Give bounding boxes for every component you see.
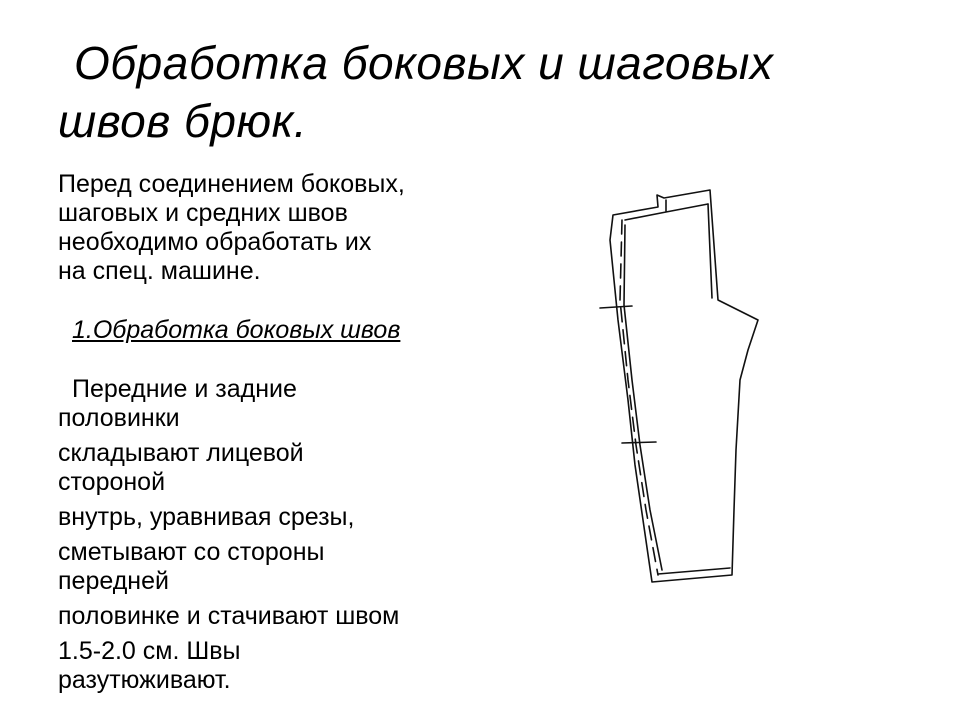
intro-line-3: необходимо обработать их	[58, 228, 372, 256]
intro-line-4: на спец. машине.	[58, 257, 261, 285]
step-4-line-1: сметывают со стороны	[58, 538, 325, 566]
step-paragraph-4	[58, 538, 488, 596]
intro-line-2: шаговых и средних швов	[58, 199, 348, 227]
step-6-line-1: 1.5-2.0 см. Швы	[58, 637, 241, 665]
step-6-line-2: разутюживают.	[58, 666, 231, 694]
section-subheading: 1.Обработка боковых швов	[72, 316, 401, 344]
page-title	[58, 34, 918, 150]
hem-line	[658, 568, 730, 574]
title-line-1: Обработка боковых и шаговых	[74, 37, 774, 89]
notch-mark-lower	[622, 442, 656, 443]
intro-paragraph	[58, 170, 488, 286]
step-4-line-2: передней	[58, 567, 169, 595]
step-paragraph-2	[58, 439, 488, 497]
step-paragraph-5	[58, 602, 488, 631]
trouser-pattern-illustration	[580, 180, 780, 590]
step-5-line-1: половинке и стачивают швом	[58, 602, 400, 630]
step-1-line-2: половинки	[58, 404, 180, 432]
notch-mark-upper	[600, 306, 632, 308]
step-2-line-2: стороной	[58, 468, 166, 496]
step-1-line-1: Передние и задние	[72, 375, 297, 403]
step-2-line-1: складывают лицевой	[58, 439, 304, 467]
step-paragraph-6	[58, 637, 488, 695]
body-text	[58, 170, 488, 695]
title-line-2: швов брюк.	[58, 95, 308, 147]
step-3-line-1: внутрь, уравнивая срезы,	[58, 503, 355, 531]
intro-line-1: Перед соединением боковых,	[58, 170, 405, 198]
step-paragraph-3	[58, 503, 488, 532]
step-paragraph-1	[58, 375, 488, 433]
